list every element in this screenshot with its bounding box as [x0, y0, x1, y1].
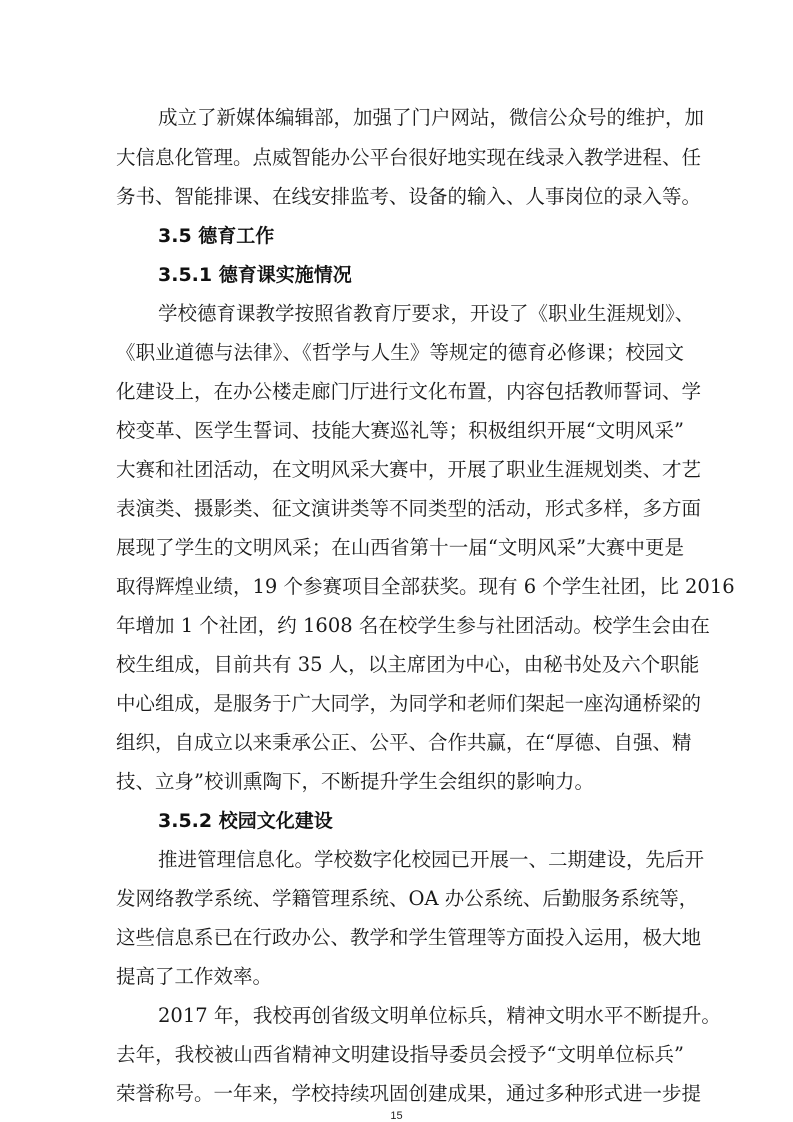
paragraph-3-line-3: 这些信息系已在行政办公、教学和学生管理等方面投入运用，极大地 — [116, 926, 702, 949]
paragraph-2-line-6: 表演类、摄影类、征文演讲类等不同类型的活动，形式多样，多方面 — [116, 497, 702, 520]
paragraph-2-line-9: 年增加 1 个社团，约 1608 名在校学生参与社团活动。校学生会由在 — [116, 614, 710, 637]
paragraph-1-line-2: 大信息化管理。点威智能办公平台很好地实现在线录入教学进程、任 — [116, 146, 702, 169]
paragraph-2-line-7: 展现了学生的文明风采；在山西省第十一届“文明风采”大赛中更是 — [116, 536, 684, 559]
paragraph-2-line-2: 《职业道德与法律》、《哲学与人生》等规定的德育必修课；校园文 — [116, 341, 684, 364]
paragraph-4-line-2: 去年，我校被山西省精神文明建设指导委员会授予“文明单位标兵” — [116, 1043, 684, 1066]
paragraph-2-line-3: 化建设上，在办公楼走廊门厅进行文化布置，内容包括教师誓词、学 — [116, 380, 702, 403]
paragraph-2-line-4: 校变革、医学生誓词、技能大赛巡礼等；积极组织开展“文明风采” — [116, 419, 684, 442]
section-heading-3-5-1: 3.5.1 德育课实施情况 — [158, 264, 352, 286]
paragraph-2-line-11: 中心组成，是服务于广大同学，为同学和老师们架起一座沟通桥梁的 — [116, 692, 702, 715]
paragraph-2-line-5: 大赛和社团活动，在文明风采大赛中，开展了职业生涯规划类、才艺 — [116, 458, 702, 481]
page-number: 15 — [390, 1110, 403, 1122]
paragraph-2-line-10: 校生组成，目前共有 35 人，以主席团为中心，由秘书处及六个职能 — [116, 653, 700, 676]
paragraph-2-line-13: 技、立身”校训熏陶下，不断提升学生会组织的影响力。 — [116, 770, 594, 793]
paragraph-3-line-1: 推进管理信息化。学校数字化校园已开展一、二期建设，先后开 — [158, 848, 705, 871]
paragraph-1-line-1: 成立了新媒体编辑部，加强了门户网站，微信公众号的维护，加 — [158, 106, 705, 129]
paragraph-3-line-2: 发网络教学系统、学籍管理系统、OA 办公系统、后勤服务系统等， — [116, 887, 699, 910]
paragraph-1-line-3: 务书、智能排课、在线安排监考、设备的输入、人事岗位的录入等。 — [116, 185, 702, 208]
section-heading-3-5: 3.5 德育工作 — [158, 225, 275, 247]
paragraph-2-line-8: 取得辉煌业绩，19 个参赛项目全部获奖。现有 6 个学生社团，比 2016 — [116, 575, 735, 598]
paragraph-2-line-12: 组织，自成立以来秉承公正、公平、合作共赢，在“厚德、自强、精 — [116, 731, 692, 754]
paragraph-4-line-1: 2017 年，我校再创省级文明单位标兵，精神文明水平不断提升。 — [158, 1004, 721, 1027]
paragraph-4-line-3: 荣誉称号。一年来，学校持续巩固创建成果，通过多种形式进一步提 — [116, 1082, 702, 1105]
section-heading-3-5-2: 3.5.2 校园文化建设 — [158, 810, 333, 832]
paragraph-2-line-1: 学校德育课教学按照省教育厅要求，开设了《职业生涯规划》、 — [158, 302, 695, 325]
paragraph-3-line-4: 提高了工作效率。 — [116, 965, 273, 988]
